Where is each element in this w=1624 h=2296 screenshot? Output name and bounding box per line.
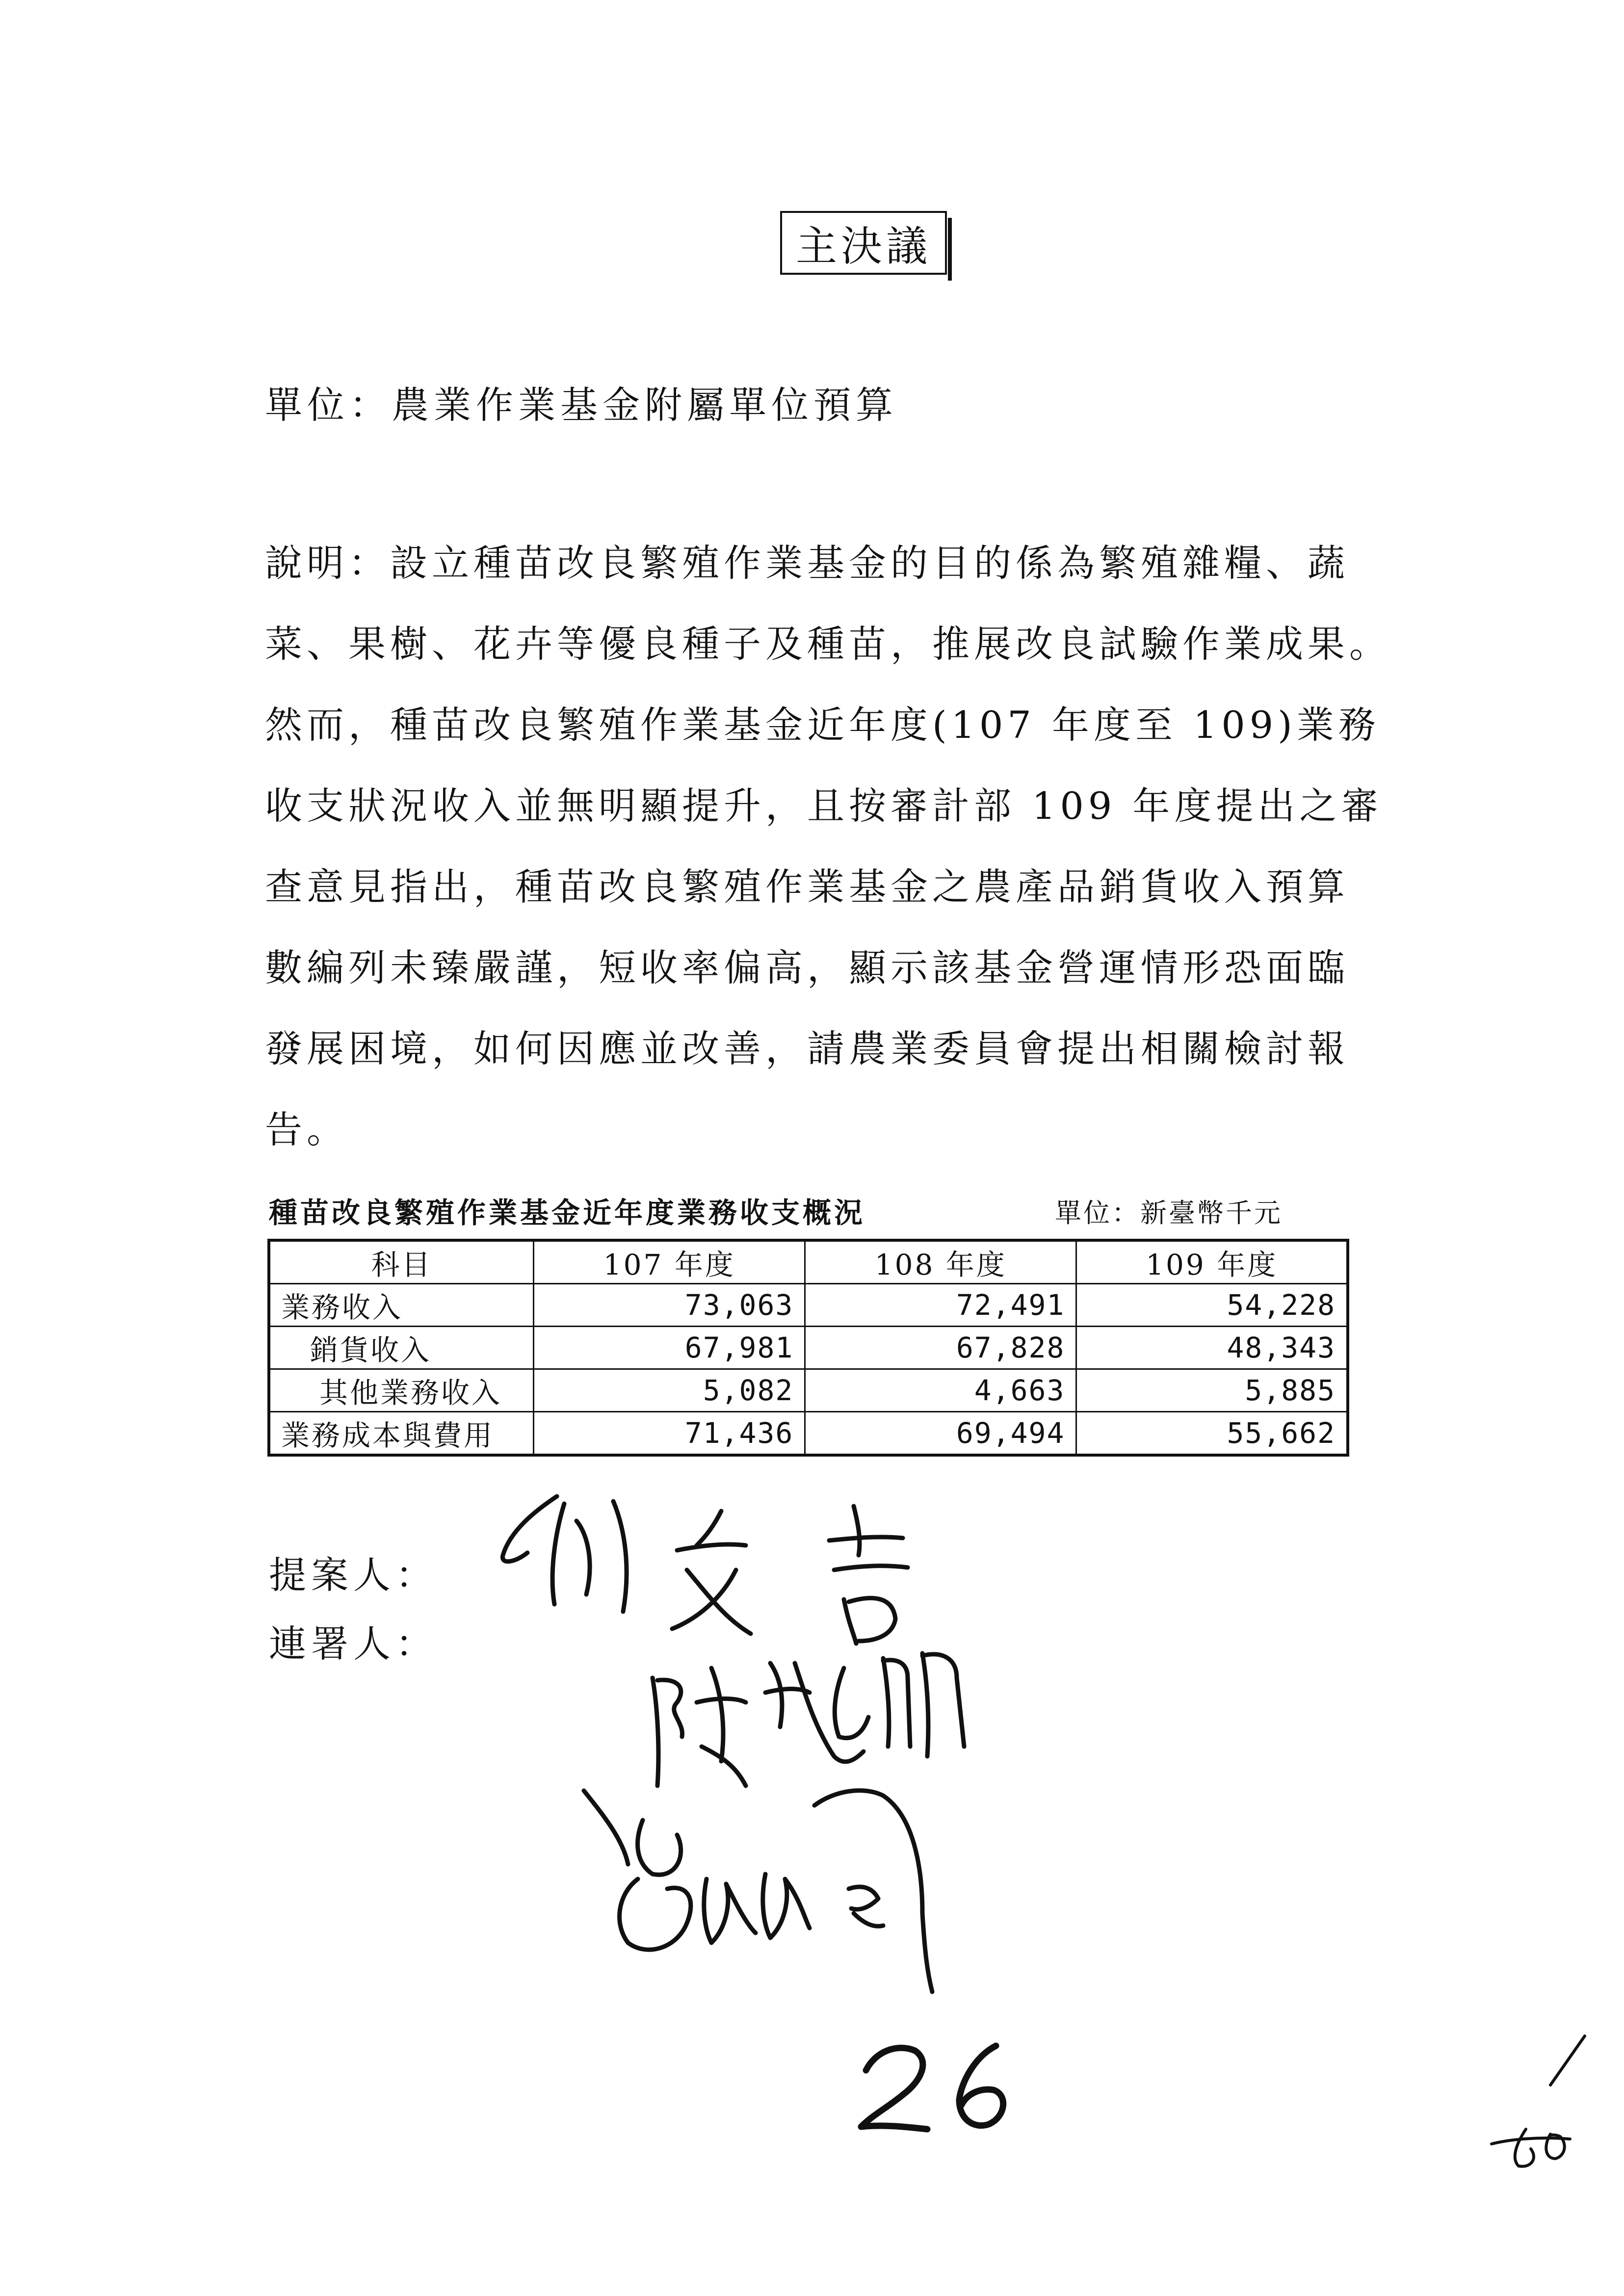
- header-cell: 108 年度: [805, 1240, 1076, 1284]
- header-cell: 107 年度: [534, 1240, 805, 1284]
- explanation-line: 說明：設立種苗改良繁殖作業基金的目的係為繁殖雜糧、蔬: [265, 541, 1349, 585]
- row-label: 業務成本與費用: [269, 1412, 534, 1456]
- explanation-line: 發展困境，如何因應並改善，請農業委員會提出相關檢討報: [265, 1027, 1349, 1070]
- value-cell: 5,082: [534, 1369, 805, 1412]
- header-cell: 科目: [269, 1240, 534, 1284]
- margin-note: [1492, 2036, 1585, 2166]
- proposer-label: 提案人：: [269, 1553, 438, 1597]
- row-label: 銷貨收入: [269, 1327, 534, 1369]
- value-cell: 71,436: [534, 1412, 805, 1456]
- value-cell: 54,228: [1076, 1284, 1348, 1327]
- value-cell: 69,494: [805, 1412, 1076, 1456]
- value-cell: 72,491: [805, 1284, 1076, 1327]
- explanation-line: 查意見指出，種苗改良繁殖作業基金之農產品銷貨收入預算: [265, 865, 1349, 909]
- explanation-line: 告。: [265, 1108, 348, 1151]
- explanation-line: 數編列未臻嚴謹，短收率偏高，顯示該基金營運情形恐面臨: [265, 946, 1349, 990]
- page-heading: 主決議: [780, 211, 947, 275]
- cosigner-signature: [653, 1653, 964, 1786]
- value-cell: 55,662: [1076, 1412, 1348, 1456]
- table-unit: 單位：新臺幣千元: [1055, 1198, 1283, 1228]
- handwritten-page-number: [861, 2046, 1003, 2129]
- row-label: 業務收入: [269, 1284, 534, 1327]
- value-cell: 48,343: [1076, 1327, 1348, 1369]
- value-cell: 4,663: [805, 1369, 1076, 1412]
- row-label: 其他業務收入: [269, 1369, 534, 1412]
- value-cell: 67,828: [805, 1327, 1076, 1369]
- header-cell: 109 年度: [1076, 1240, 1348, 1284]
- explanation-line: 菜、果樹、花卉等優良種子及種苗，推展改良試驗作業成果。: [265, 622, 1391, 666]
- explanation-line: 收支狀況收入並無明顯提升，且按審計部 109 年度提出之審: [265, 784, 1383, 828]
- value-cell: 73,063: [534, 1284, 805, 1327]
- unit-line: 單位：農業作業基金附屬單位預算: [265, 383, 898, 427]
- cosigner-signature: [584, 1791, 932, 1992]
- table-title: 種苗改良繁殖作業基金近年度業務收支概況: [269, 1196, 866, 1229]
- cosigner-label: 連署人：: [269, 1622, 438, 1666]
- value-cell: 67,981: [534, 1327, 805, 1369]
- value-cell: 5,885: [1076, 1369, 1348, 1412]
- explanation-line: 然而，種苗改良繁殖作業基金近年度(107 年度至 109)業務: [265, 703, 1380, 747]
- proposer-signature: [502, 1496, 908, 1644]
